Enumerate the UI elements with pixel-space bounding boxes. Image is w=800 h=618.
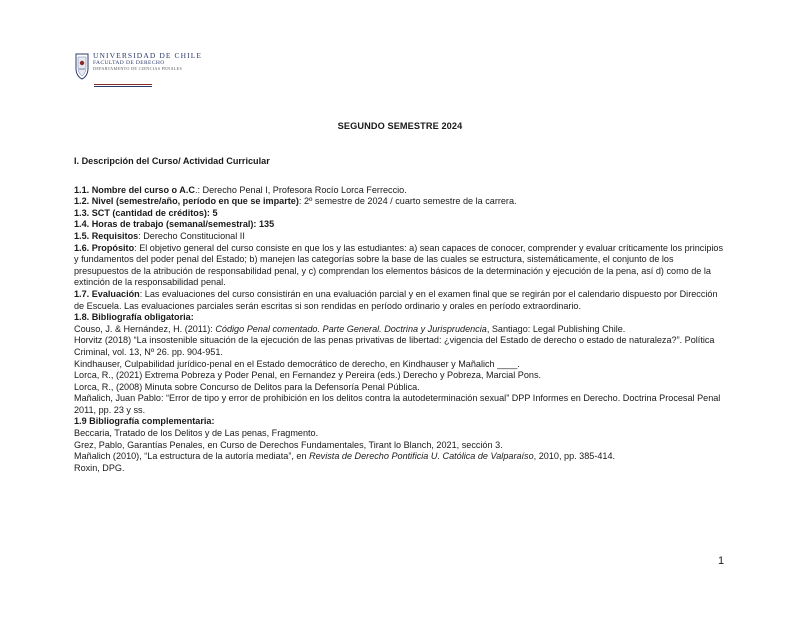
item-1-7: 1.7. Evaluación: Las evaluaciones del curso consistirán en una evaluación parcial y en el examen final que se regirán por el calendario dispuesto por Dirección de Escuela. Las evaluaciones parciales serán escritas si son rendidas en período ordinario y orales en período extraordinario. bbox=[74, 288, 718, 311]
document-body bbox=[74, 156, 728, 474]
item-1-5: 1.5. Requisitos: Derecho Constitucional II bbox=[74, 230, 245, 241]
item-1-8: 1.8. Bibliografía obligatoria: bbox=[74, 312, 194, 323]
biblio-entry: Kindhauser, Culpabilidad jurídico-penal en el Estado democrático de derecho, en Kindhauser y Mañalich ____. bbox=[74, 358, 520, 369]
department-name: DEPARTAMENTO DE CIENCIAS PENALES bbox=[93, 66, 183, 71]
biblio-entry: Grez, Pablo, Garantías Penales, en Curso de Derechos Fundamentales, Tirant lo Blanch, 2021, sección 3. bbox=[74, 439, 503, 450]
document-title: SEGUNDO SEMESTRE 2024 bbox=[337, 121, 463, 131]
biblio-entry: Roxin, DPG. bbox=[74, 462, 125, 473]
biblio-entry: Lorca, R., (2021) Extrema Pobreza y Poder Penal, en Fernandez y Pereira (eds.) Derecho y Pobreza, Marcial Pons. bbox=[74, 370, 542, 381]
university-logo bbox=[74, 52, 202, 80]
item-1-6: 1.6. Propósito: El objetivo general del curso consiste en que los y las estudiantes: a) sean capaces de conocer, comprender y evaluar críticamente los principios y fundamentos del poder penal del Estado; b) manejen las categorías sobre la base de las cuales se estructura, sistemáticamente, el conjunto de los presupuestos de la atribución de responsabilidad penal, y c) comprendan los elementos básicos de la determinación y ejecución de la pena, así d) como de la extinción de la responsabilidad penal. bbox=[74, 242, 724, 288]
item-1-3: 1.3. SCT (cantidad de créditos): 5 bbox=[74, 207, 218, 218]
item-1-2: 1.2. Nivel (semestre/año, período en que se imparte): 2º semestre de 2024 / cuarto semestre de la carrera. bbox=[74, 196, 517, 207]
item-1-4: 1.4. Horas de trabajo (semanal/semestral): 135 bbox=[74, 219, 275, 230]
faculty-name: FACULTAD DE DERECHO bbox=[93, 60, 165, 66]
biblio-entry: Mañalich, Juan Pablo: “Error de tipo y error de prohibición en los delitos contra la autodeterminación sexual” DPP Informes en Derecho. Doctrina Procesal Penal 2011, pp. 23 y ss. bbox=[74, 393, 721, 415]
logo-rule-blue bbox=[94, 86, 152, 87]
university-name: UNIVERSIDAD DE CHILE bbox=[93, 51, 203, 60]
logo-rule-red bbox=[94, 84, 152, 85]
university-seal-icon bbox=[74, 52, 90, 80]
section-heading: I. Descripción del Curso/ Actividad Curricular bbox=[74, 156, 270, 166]
biblio-entry: Horvitz (2018) “La insostenible situación de la ejecución de las penas privativas de libertad: ¿vigencia del Estado de derecho o estado de naturaleza?”. Política Criminal, vol. 13, Nº 26. pp. 904-951. bbox=[74, 335, 715, 357]
biblio-entry: Beccaria, Tratado de los Delitos y de Las penas, Fragmento. bbox=[74, 428, 319, 439]
biblio-entry: Mañalich (2010), “La estructura de la autoría mediata”, en Revista de Derecho Pontificia U. Católica de Valparaíso, 2010, pp. 385-414. bbox=[74, 451, 616, 462]
item-1-1: 1.1. Nombre del curso o A.C.: Derecho Penal I, Profesora Rocío Lorca Ferreccio. bbox=[74, 184, 407, 195]
page-number: 1 bbox=[718, 555, 725, 567]
biblio-entry: Couso, J. & Hernández, H. (2011): Código Penal comentado. Parte General. Doctrina y Jurisprudencia, Santiago: Legal Publishing Chile. bbox=[74, 323, 626, 334]
biblio-entry: Lorca, R., (2008) Minuta sobre Concurso de Delitos para la Defensoría Penal Pública. bbox=[74, 381, 420, 392]
item-1-9: 1.9 Bibliografía complementaria: bbox=[74, 416, 215, 427]
